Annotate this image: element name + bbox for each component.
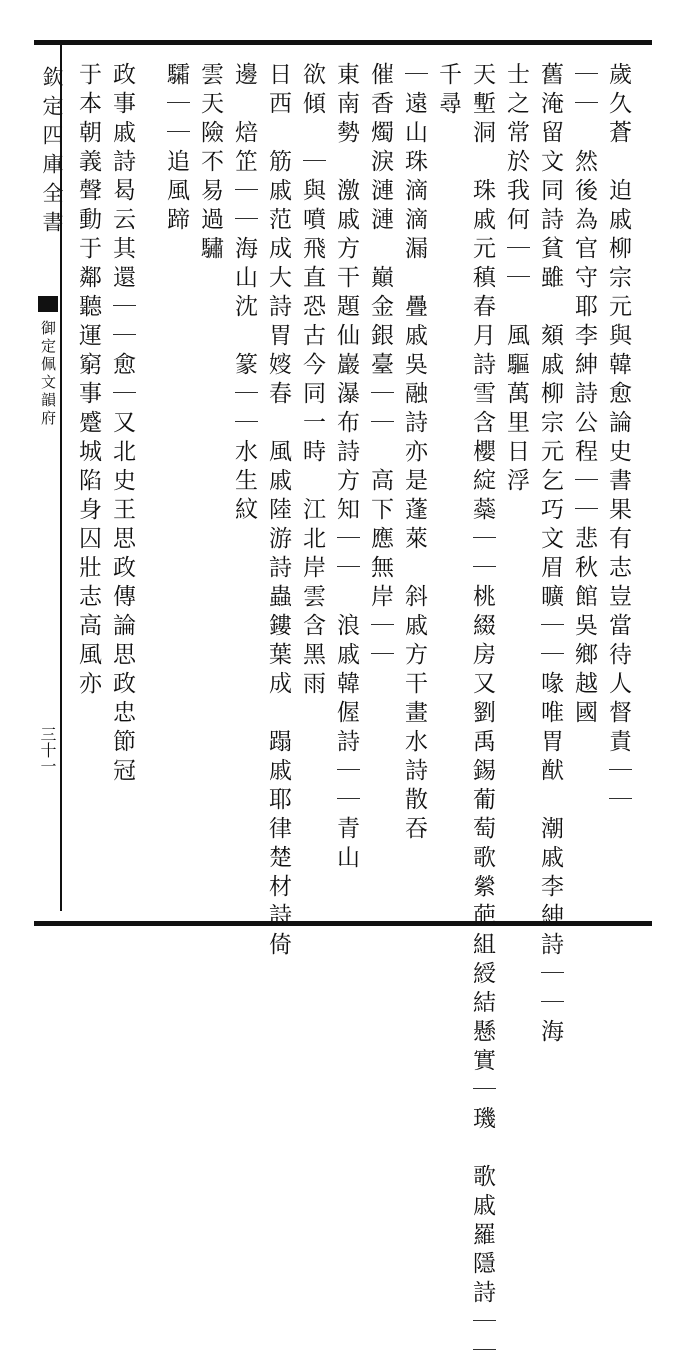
text-column: 雲天險不易過驌: [197, 62, 223, 265]
text-column: 邊 焙䇛｜｜海山沈 篆｜｜水生紋: [231, 62, 257, 526]
text-column: 于本朝義聲動于鄰聽運窮事蹙城陷身囚壯志高風亦: [75, 62, 101, 700]
page-number: 三十一: [38, 726, 57, 774]
fishtail-mark: [38, 296, 58, 312]
book-title: 欽定四庫全書: [40, 66, 64, 240]
text-column: 東南勢 激戚方干題仙巖瀑布詩方知｜｜ 浪戚韓偓詩｜｜青山: [333, 62, 359, 874]
text-column: 政事戚詩曷云其還｜｜愈｜又北史王思政傳論思政忠節冠: [109, 62, 135, 787]
text-column: 舊淹留文同詩貧雖 頦戚柳宗元乞巧文眉曠｜｜喙唯胃猷 潮戚李紳詩｜｜海: [537, 62, 563, 1048]
text-column: 欲傾 ｜與噴飛直恐古今同一時 江北岸雲含黑雨: [299, 62, 325, 700]
text-column: 催香燭淚漣漣 巔金銀臺｜｜ 高下應無岸｜｜: [367, 62, 393, 671]
text-column: ｜｜ 然後為官守耶李紳詩公程｜｜悲秋館吳鄉越國: [571, 62, 597, 729]
text-column: 天塹洞 珠戚元稹春月詩雪含櫻綻蘂｜｜桃綴房又劉禹錫葡萄歌縈葩組綬結懸實｜璣 歌戚羅隱詩｜｜: [469, 62, 495, 1367]
book-subtitle: 御定佩文韻府: [39, 320, 57, 428]
text-column: ｜遠山珠滴滴漏 疊戚吳融詩亦是蓬萊 斜戚方干畫水詩散吞: [401, 62, 427, 845]
text-column: 歲久蒼 迫戚柳宗元與韓愈論史書果有志豈當待人督責｜｜: [605, 62, 631, 816]
text-column: 驦｜｜追風蹄: [163, 62, 189, 236]
text-column: 日西 筋戚范成大詩胃㛮春 風戚陸游詩蟲鏤葉成 蹋戚耶律楚材詩倚: [265, 62, 291, 961]
text-column: 士之常於我何｜｜ 風驅萬里日浮: [503, 62, 529, 497]
text-column: 千尋: [435, 62, 461, 120]
